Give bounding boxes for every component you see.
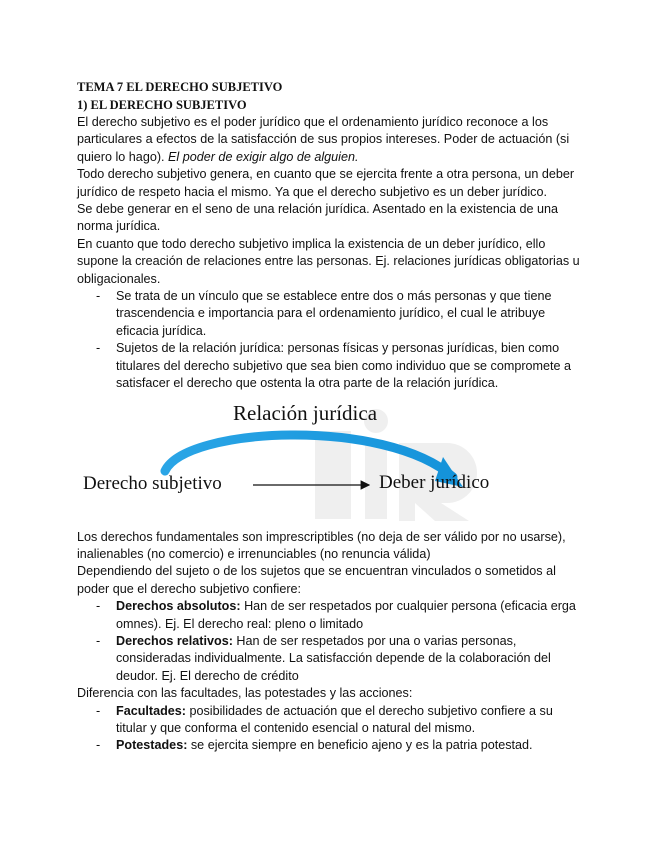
- diagram-title: Relación jurídica: [233, 400, 378, 425]
- bullet-list-relacion: [77, 288, 582, 392]
- document-page: [77, 78, 582, 755]
- paragraph-definition: El derecho subjetivo es el poder jurídico que el ordenamiento jurídico reconoce a los particulares a efectos de la satisfacción de sus propios intereses. Poder de actuación (si quiero lo hago). El poder de exigir algo de alguien.: [77, 115, 570, 164]
- diagram-right-label: Deber jurídico: [379, 471, 490, 493]
- list-item: - Sujetos de la relación jurídica: personas físicas y personas jurídicas, bien como titulares del derecho subjetivo que sea bien como individuo que se compromete a satisfacer el derecho que ostenta la otra parte de la relación jurídica.: [96, 341, 572, 391]
- paragraph-diferencia: Diferencia con las facultades, las potestades y las acciones:: [77, 686, 413, 701]
- paragraph-fundamentales: Los derechos fundamentales son imprescriptibles (no deja de ser válido por no usarse), inalienables (no comercio) e irrenunciables (no renuncia válida): [77, 529, 566, 561]
- list-item: - Se trata de un vínculo que se establece entre dos o más personas y que tiene trascendencia e importancia para el ordenamiento jurídico, el cual le atribuye eficacia jurídica.: [96, 289, 552, 338]
- list-item: - Facultades: posibilidades de actuación que el derecho subjetivo confiere a su titular y que conforma el contenido esencial o natural del mismo.: [96, 703, 553, 735]
- paragraph-relaciones-personas: En cuanto que todo derecho subjetivo implica la existencia de un deber jurídico, ello supone la creación de relaciones entre las personas. Ej. relaciones jurídicas obligatorias u obligacionales.: [77, 236, 580, 286]
- section-heading: 1) EL DERECHO SUBJETIVO: [77, 98, 247, 112]
- list-item: - Potestades: se ejercita siempre en beneficio ajeno y es la patria potestad.: [96, 738, 533, 753]
- relation-diagram: [65, 397, 585, 525]
- list-item: - Derechos relativos: Han de ser respetados por una o varias personas, consideradas individualmente. La satisfacción depende de la colaboración del deudor. Ej. El derecho de crédito: [96, 633, 551, 683]
- italic-definition: El poder de exigir algo de alguien.: [168, 149, 359, 164]
- paragraph-relacion: Se debe generar en el seno de una relación jurídica. Asentado en la existencia de una norma jurídica.: [77, 202, 559, 234]
- diagram-left-label: Derecho subjetivo: [83, 472, 222, 494]
- document-title: TEMA 7 EL DERECHO SUBJETIVO: [77, 80, 283, 94]
- paragraph-dependiendo: Dependiendo del sujeto o de los sujetos que se encuentran vinculados o sometidos al poder que el derecho subjetivo confiere:: [77, 564, 556, 596]
- list-item: - Derechos absolutos: Han de ser respetados por cualquier persona (eficacia erga omnes). Ej. El derecho real: pleno o limitado: [96, 599, 576, 631]
- bullet-list-facultades: [77, 703, 582, 755]
- bullet-list-derechos: [77, 598, 582, 685]
- paragraph-deber: Todo derecho subjetivo genera, en cuanto que se ejercita frente a otra persona, un deber jurídico de respeto hacia el mismo. Ya que el derecho subjetivo es un deber jurídico.: [77, 167, 575, 199]
